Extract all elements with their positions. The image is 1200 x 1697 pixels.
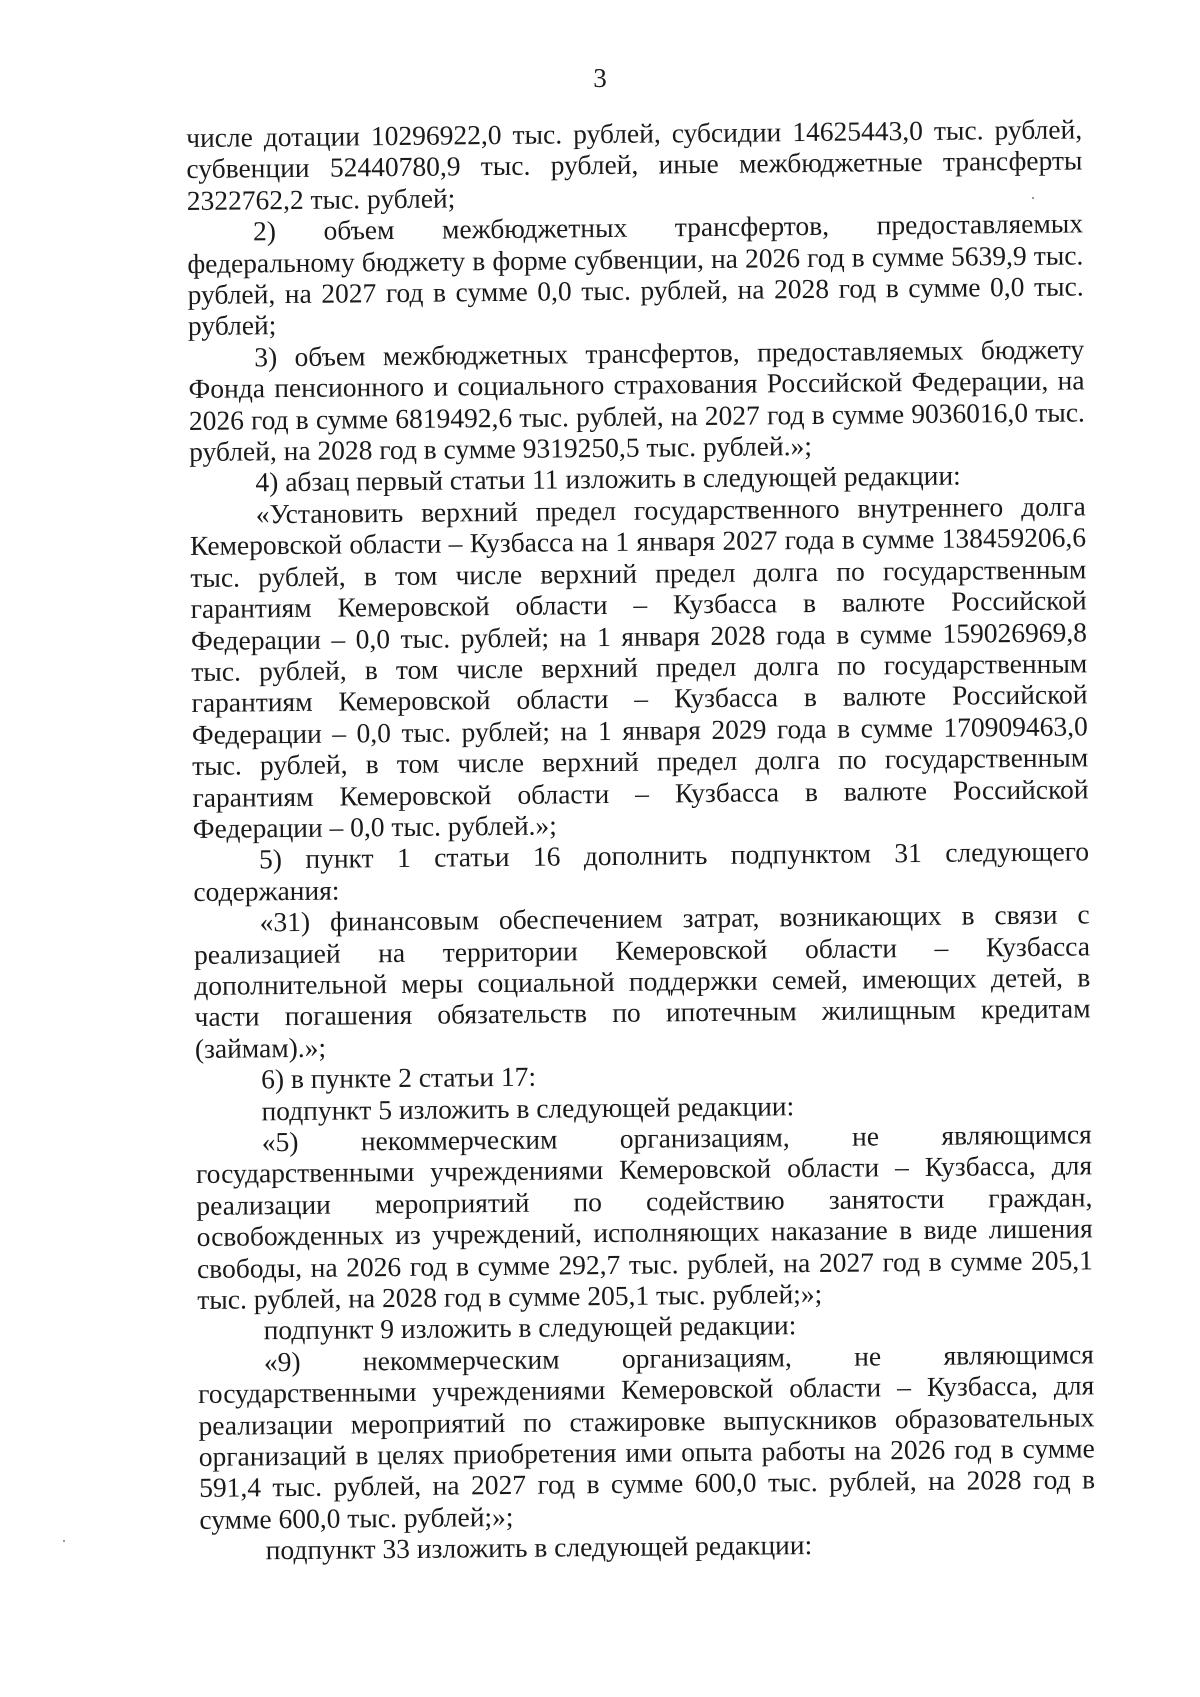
paragraph-subitem-33-intro: подпункт 33 изложить в следующей редакции: — [265, 1529, 813, 1566]
paragraph-subitem-5-quote: «5) некоммерческим организациям, не являющимся государственными учреждениями Кемеровской области – Кузбасса, для реализации мероприятий по содействию занятости граждан, освобожденных из учреждений, исполняющих наказание в виде лишения свободы, на 2026 год в сумме 292,7 тыс. рублей, на 2027 год в сумме 205,1 тыс. рублей, на 2028 год в сумме 205,1 тыс. рублей;»; — [195, 1118, 1094, 1315]
scan-speck — [63, 1540, 65, 1542]
paragraph-item-3: 3) объем межбюджетных трансфертов, предоставляемых бюджету Фонда пенсионного и социального страхования Российской Федерации, на 2026 год в сумме 6819492,6 тыс. рублей, на 2027 год в сумме 9036016,0 тыс. рублей, на 2028 год в сумме 9319250,5 тыс. рублей.»; — [188, 333, 1085, 468]
paragraph-subitem-9-intro: подпункт 9 изложить в следующей редакции: — [263, 1309, 797, 1346]
paragraph-subitem-9-quote: «9) некоммерческим организациям, не являющимся государственными учреждениями Кемеровской области – Кузбасса, для реализации мероприятий по стажировке выпускников образовательных организаций в целях приобретения ими опыта работы на 2026 год в сумме 591,4 тыс. рублей, на 2027 год в сумме 600,0 тыс. рублей, на 2028 год в сумме 600,0 тыс. рублей;»; — [198, 1338, 1096, 1535]
scan-speck — [1032, 197, 1034, 199]
paragraph-subitem-5-intro: подпункт 5 изложить в следующей редакции: — [261, 1089, 795, 1126]
document-body — [186, 113, 1096, 1566]
page-number: 3 — [593, 63, 607, 93]
paragraph-item-4: 4) абзац первый статьи 11 изложить в следующей редакции: — [255, 460, 961, 498]
paragraph-item-2: 2) объем межбюджетных трансфертов, предоставляемых федеральному бюджету в форме субвенции, на 2026 год в сумме 5639,9 тыс. рублей, на 2027 год в сумме 0,0 тыс. рублей, на 2028 год в сумме 0,0 тыс. рублей; — [187, 207, 1084, 342]
paragraph-item-5: 5) пункт 1 статьи 16 дополнить подпунктом 31 следующего содержания: — [193, 835, 1090, 907]
paragraph-item-6: 6) в пункте 2 статьи 17: — [261, 1060, 537, 1095]
paragraph-subitem-31-quote: «31) финансовым обеспечением затрат, возникающих в связи с реализацией на территории Кемеровской области – Кузбасса дополнительной меры социальной поддержки семей, имеющих детей, в части погашения обязательств по ипотечным жилищным кредитам (займам).»; — [193, 898, 1091, 1064]
paragraph-continuation: числе дотации 10296922,0 тыс. рублей, субсидии 14625443,0 тыс. рублей, субвенции 52440780,9 тыс. рублей, иные межбюджетные трансферты 2322762,2 тыс. рублей; — [186, 113, 1083, 216]
paragraph-article-11-quote: «Установить верхний предел государственного внутреннего долга Кемеровской области – Кузбасса на 1 января 2027 года в сумме 138459206,6 тыс. рублей, в том числе верхний предел долга по государственным гарантиям Кемеровской области – Кузбасса в валюте Российской Федерации – 0,0 тыс. рублей; на 1 января 2028 года в сумме 159026969,8 тыс. рублей, в том числе верхний предел долга по государственным гарантиям Кемеровской области – Кузбасса в валюте Российской Федерации – 0,0 тыс. рублей; на 1 января 2029 года в сумме 170909463,0 тыс. рублей, в том числе верхний предел долга по государственным гарантиям Кемеровской области – Кузбасса в валюте Российской Федерации – 0,0 тыс. рублей.»; — [189, 490, 1089, 844]
